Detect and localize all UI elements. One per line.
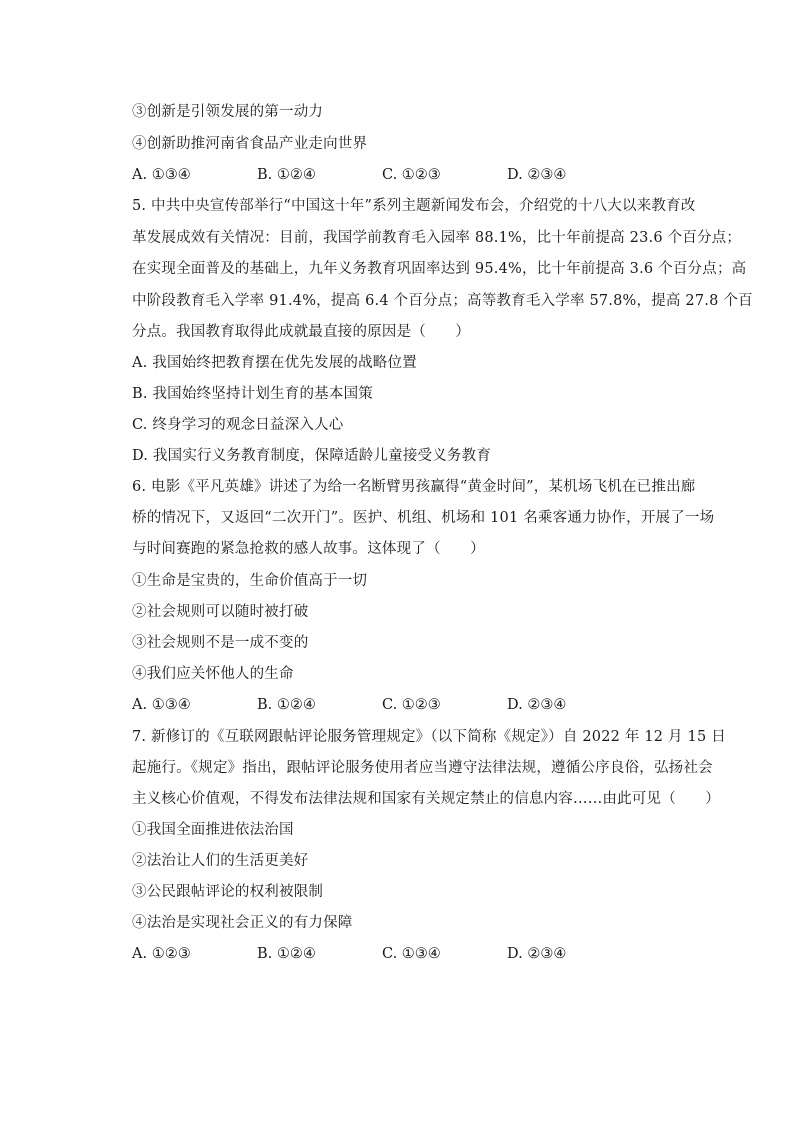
q7-stem-line-2: 起施行。《规定》指出，跟帖评论服务使用者应当遵守法律法规，遵循公序良俗，弘扬社会 [132,760,713,776]
q5-choice-d: D. 我国实行义务教育制度，保障适龄儿童接受义务教育 [132,448,492,464]
q5-choice-b: B. 我国始终坚持计划生育的基本国策 [132,386,373,402]
q7-item-1: ①我国全面推进依法治国 [132,822,294,838]
q5-stem-line-4: 中阶段教育毛入学率 91.4%，提高 6.4 个百分点；高等教育毛入学率 57.8%，提高 27.8 个百 [132,293,753,309]
q7-stem-line-3: 主义核心价值观，不得发布法律法规和国家有关规定禁止的信息内容……由此可见（ ） [132,791,720,807]
q4-option-a: A. ①③④ [132,167,191,183]
q5-stem-line-1: 5. 中共中央宣传部举行“中国这十年”系列主题新闻发布会，介绍党的十八大以来教育改 [132,198,696,214]
q6-option-d: D. ②③④ [507,697,567,713]
q7-item-4: ④法治是实现社会正义的有力保障 [132,915,353,931]
q7-item-3: ③公民跟帖评论的权利被限制 [132,884,324,900]
q6-item-1: ①生命是宝贵的，生命价值高于一切 [132,573,368,589]
q5-choice-a: A. 我国始终把教育摆在优先发展的战略位置 [132,355,417,371]
q4-option-c: C. ①②③ [382,167,441,183]
q4-option-b: B. ①②④ [257,167,316,183]
q7-option-c: C. ①③④ [382,946,441,962]
q6-item-3: ③社会规则不是一成不变的 [132,635,309,651]
q6-stem-line-3: 与时间赛跑的紧急抢救的感人故事。这体现了（ ） [132,541,485,557]
q4-option-d: D. ②③④ [507,167,567,183]
q7-option-b: B. ①②④ [257,946,316,962]
q6-option-c: C. ①②③ [382,697,441,713]
q5-choice-c: C. 终身学习的观念日益深入人心 [132,417,344,433]
q5-stem-line-5: 分点。我国教育取得此成就最直接的原因是（ ） [132,324,471,340]
q6-option-a: A. ①③④ [132,697,191,713]
q6-stem-line-1: 6. 电影《平凡英雄》讲述了为给一名断臂男孩赢得“黄金时间”，某机场飞机在已推出廊 [132,479,696,495]
q6-option-b: B. ①②④ [257,697,316,713]
q4-item-3: ③创新是引领发展的第一动力 [132,104,324,120]
q6-item-2: ②社会规则可以随时被打破 [132,604,309,620]
q7-stem-line-1: 7. 新修订的《互联网跟帖评论服务管理规定》（以下简称《规定》）自 2022 年 12 月 15 日 [132,729,726,745]
q7-option-d: D. ②③④ [507,946,567,962]
q4-item-4: ④创新助推河南省食品产业走向世界 [132,136,368,152]
q5-stem-line-3: 在实现全面普及的基础上，九年义务教育巩固率达到 95.4%，比十年前提高 3.6 个百分点；高 [132,261,747,277]
q6-item-4: ④我们应关怀他人的生命 [132,666,294,682]
q5-stem-line-2: 革发展成效有关情况：目前，我国学前教育毛入园率 88.1%，比十年前提高 23.6 个百分点； [132,230,742,246]
q6-stem-line-2: 桥的情况下，又返回“二次开门”。医护、机组、机场和 101 名乘客通力协作，开展了一场 [132,510,715,526]
q7-option-a: A. ①②③ [132,946,191,962]
q7-item-2: ②法治让人们的生活更美好 [132,853,309,869]
